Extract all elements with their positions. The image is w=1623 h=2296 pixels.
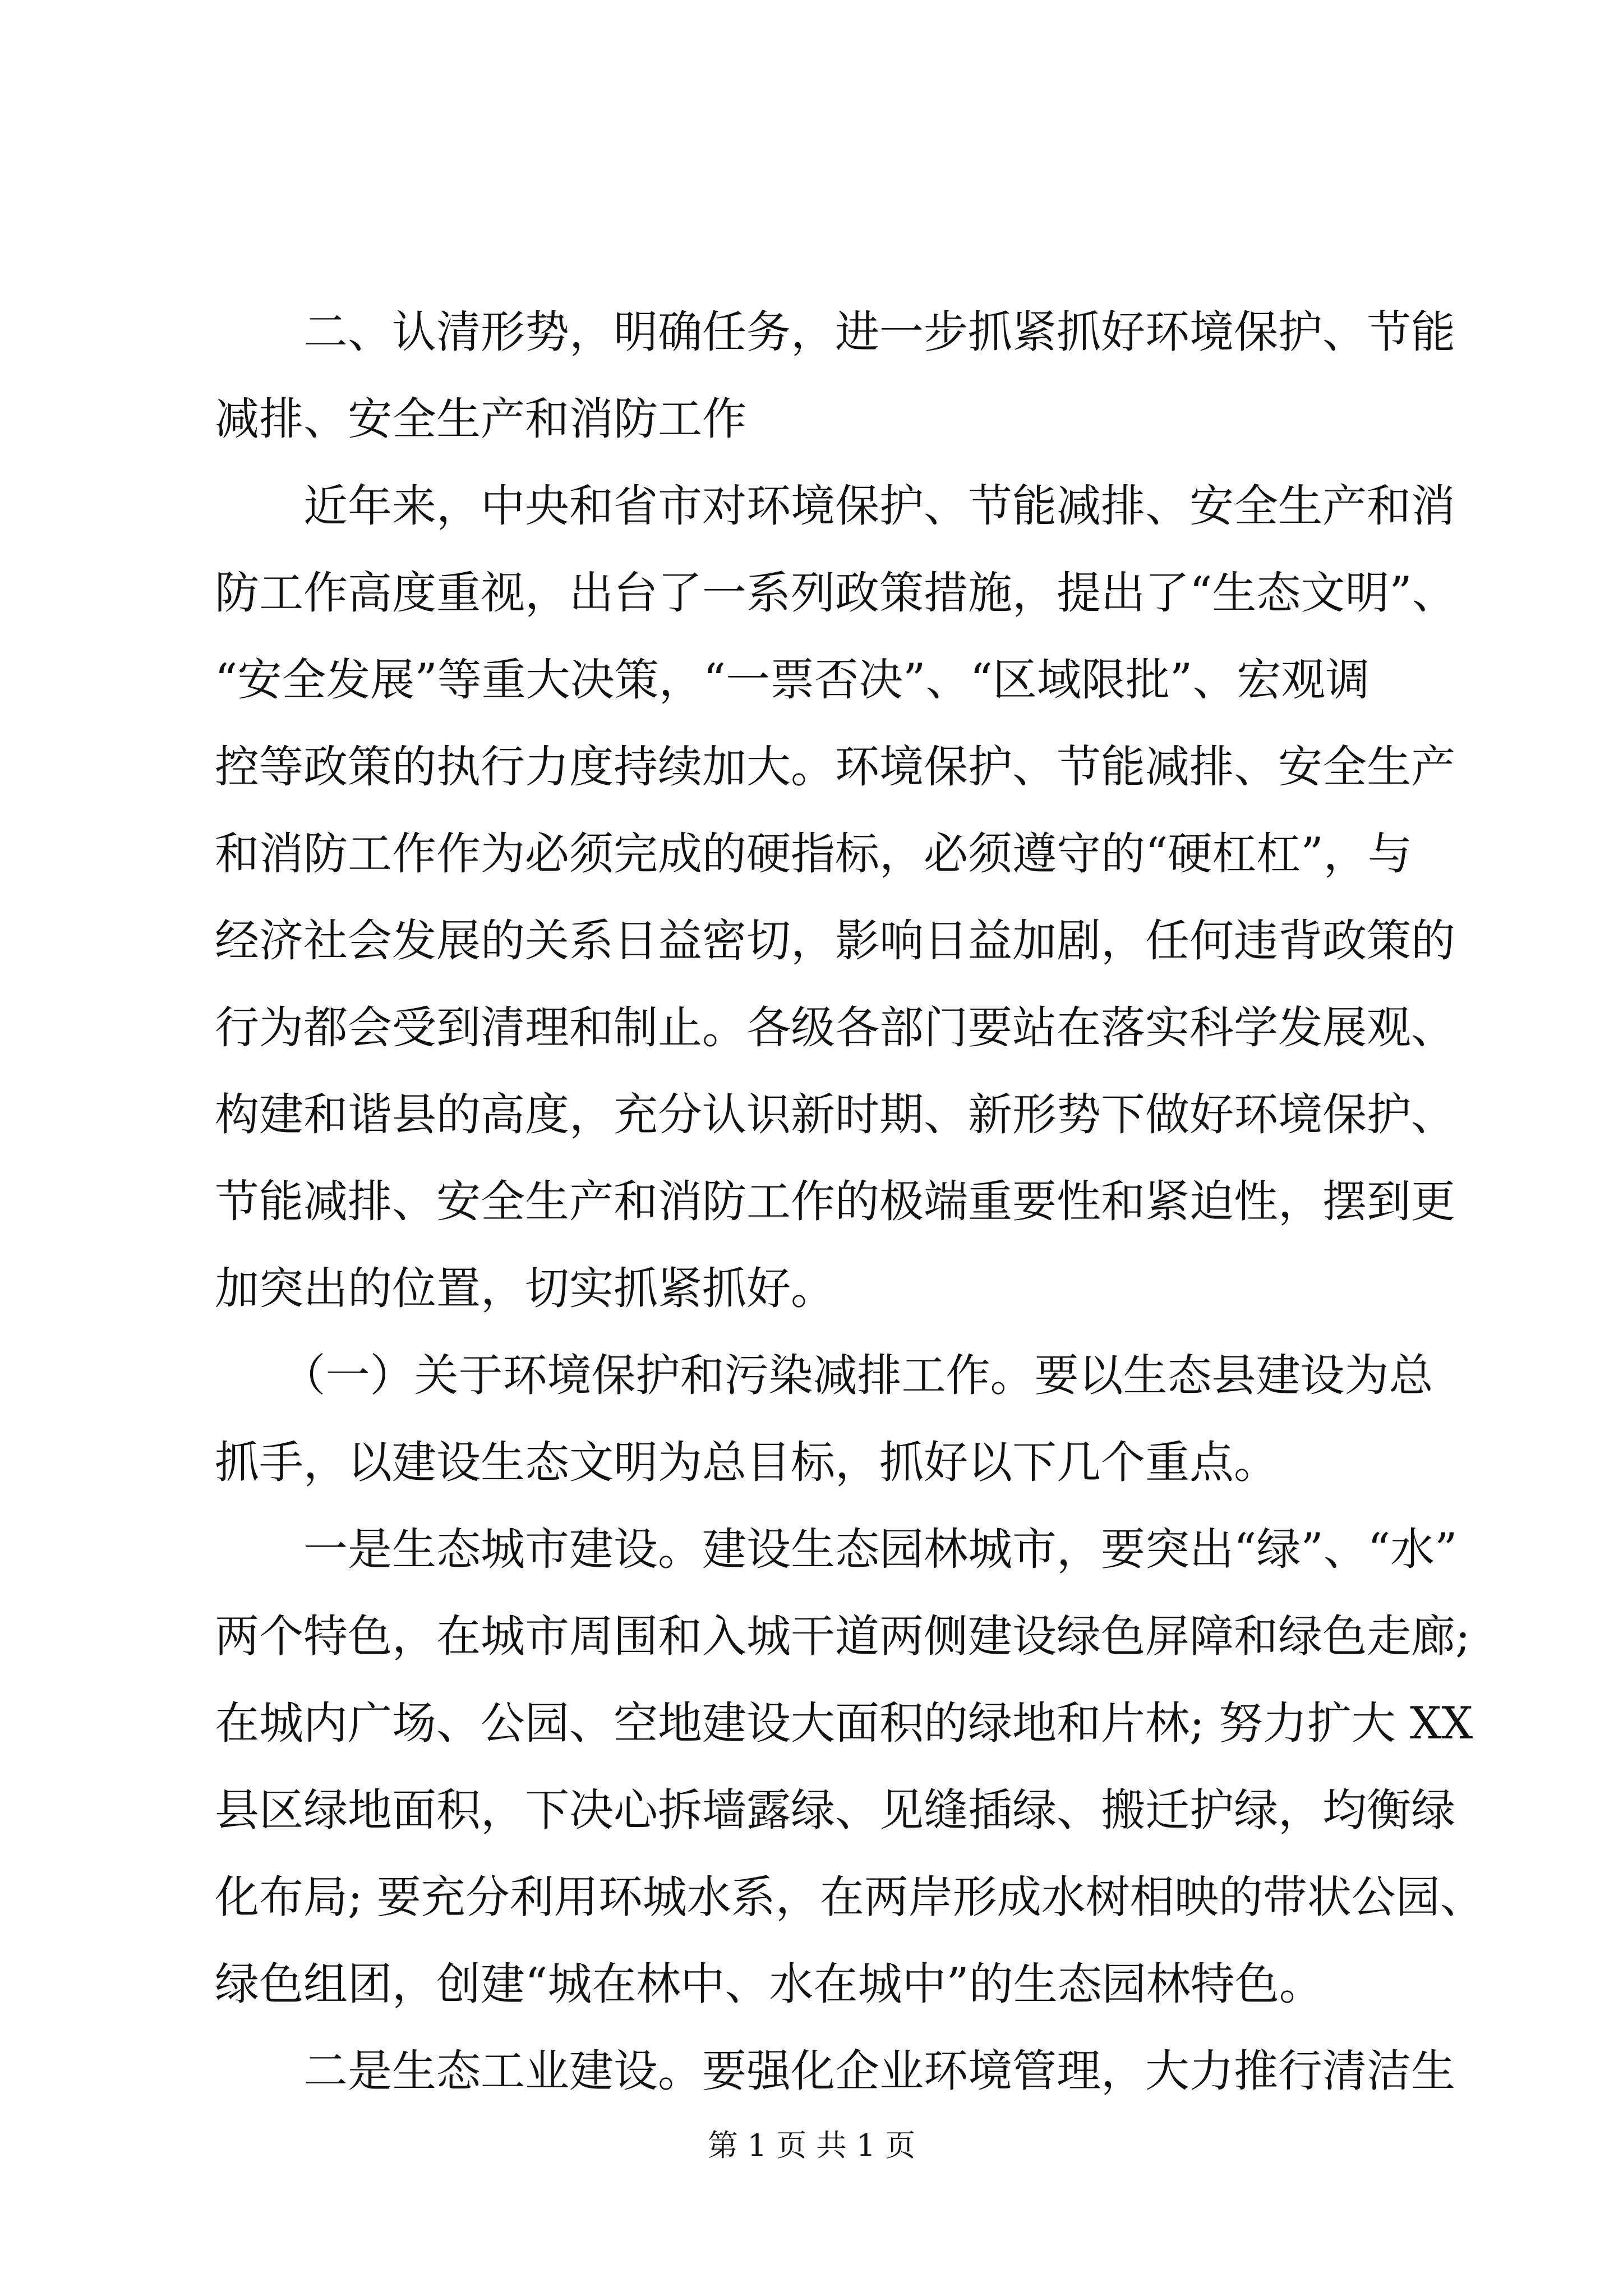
- text-line: （一）关于环境保护和污染减排工作。要以生态县建设为总: [215, 1350, 1433, 1401]
- text-line: 节能减排、安全生产和消防工作的极端重要性和紧迫性，摆到更: [215, 1176, 1455, 1227]
- text-line: 控等政策的执行力度持续加大。环境保护、节能减排、安全生产: [215, 741, 1455, 793]
- page-footer: 第 1 页 共 1 页: [707, 2128, 916, 2163]
- text-line: 经济社会发展的关系日益密切，影响日益加剧，任何违背政策的: [215, 915, 1455, 967]
- text-line: 防工作高度重视，出台了一系列政策措施，提出了“生态文明”、: [215, 567, 1456, 619]
- text-line: 近年来，中央和省市对环境保护、节能减排、安全生产和消: [215, 480, 1455, 532]
- text-line: 加突出的位置，切实抓紧抓好。: [215, 1263, 835, 1314]
- text-line: 化布局; 要充分利用环城水系，在两岸形成水树相映的带状公园、: [215, 1871, 1484, 1923]
- text-line: 和消防工作作为必须完成的硬指标，必须遵守的“硬杠杠”，与: [215, 828, 1412, 880]
- text-line: 二是生态工业建设。要强化企业环境管理，大力推行清洁生: [215, 2045, 1455, 2097]
- text-line: 二、认清形势，明确任务，进一步抓紧抓好环境保护、节能: [215, 306, 1455, 358]
- text-line: 县区绿地面积，下决心拆墙露绿、见缝插绿、搬迁护绿，均衡绿: [215, 1784, 1455, 1836]
- paragraph-heading-2: [215, 289, 1455, 463]
- text-line: 行为都会受到清理和制止。各级各部门要站在落实科学发展观、: [215, 1002, 1455, 1053]
- text-line: 两个特色，在城市周围和入城干道两侧建设绿色屏障和绿色走廊;: [215, 1611, 1470, 1662]
- text-line: 构建和谐县的高度，充分认识新时期、新形势下做好环境保护、: [215, 1089, 1455, 1140]
- paragraph-point-2: [215, 2028, 1455, 2115]
- paragraph-section-1: [215, 1332, 1433, 1506]
- document-body: [215, 289, 1484, 2115]
- text-line: 在城内广场、公园、空地建设大面积的绿地和片林; 努力扩大 XX: [215, 1697, 1473, 1749]
- paragraph-intro: [215, 463, 1456, 1332]
- text-line: 减排、安全生产和消防工作: [215, 393, 746, 445]
- text-line: 抓手，以建设生态文明为总目标，抓好以下几个重点。: [215, 1437, 1278, 1488]
- paragraph-point-1: [215, 1506, 1484, 2028]
- text-line: 一是生态城市建设。建设生态园林城市，要突出“绿”、“水”: [215, 1524, 1458, 1575]
- text-line: 绿色组团，创建“城在林中、水在城中”的生态园林特色。: [215, 1958, 1324, 2010]
- text-line: “安全发展”等重大决策，“一票否决”、“区域限批”、宏观调: [215, 654, 1370, 706]
